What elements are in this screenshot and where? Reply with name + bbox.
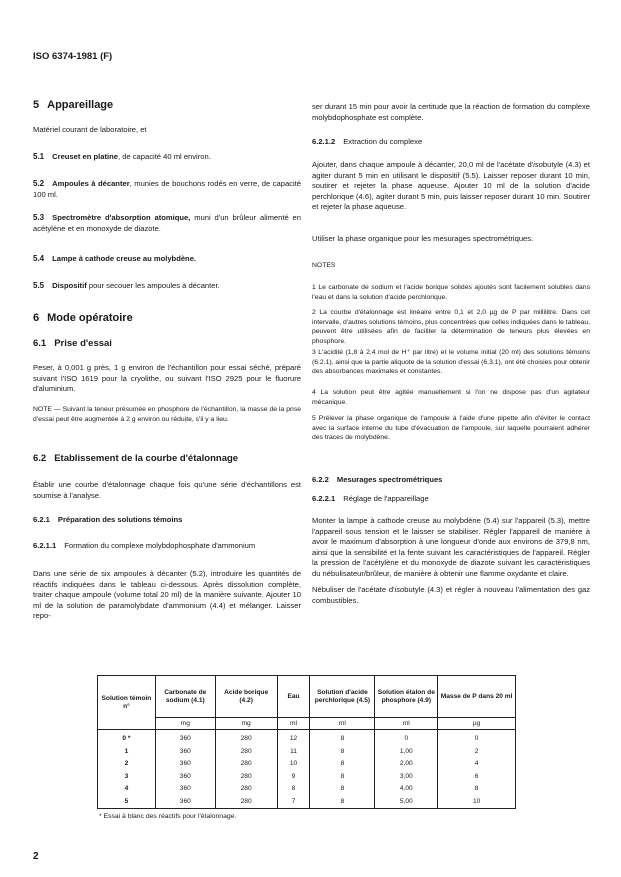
section-6-2-1-2-heading: 6.2.1.2 Extraction du complexe <box>312 137 423 146</box>
table-cell: 280 <box>215 796 277 809</box>
calibration-table <box>97 675 516 809</box>
section-5-intro: Matériel courant de laboratoire, et <box>33 125 147 134</box>
unit-cell: ml <box>277 718 310 730</box>
table-cell: 280 <box>215 771 277 784</box>
note-4: 4 La solution peut être agitée manuellement si l'on ne dispose pas d'un agitateur mécanique. <box>312 389 590 406</box>
continued-text: ser durant 15 min pour avoir la certitude que la réaction de formation du complexe molybdophosphate est complète. <box>312 102 590 122</box>
table-cell: 2 <box>438 746 516 759</box>
table-cell: 8 <box>310 758 375 771</box>
section-6-2-1-2-text2: Utiliser la phase organique pour les mesurages spectrométriques. <box>312 234 534 243</box>
section-6-2-heading: 6.2 Etablissement de la courbe d'étalonnage <box>33 453 239 464</box>
table-cell: 8 <box>277 783 310 796</box>
table-header: Eau <box>277 676 310 718</box>
table-row <box>98 758 516 771</box>
table-header: Solution étalon de phosphore (4.9) <box>375 676 438 718</box>
notes-title: NOTES <box>312 262 336 269</box>
section-5-heading: 5 Appareillage <box>33 99 114 111</box>
section-6-2-1-heading: 6.2.1 Préparation des solutions témoins <box>33 515 183 524</box>
unit-cell: ml <box>375 718 438 730</box>
table-cell: 4 <box>98 783 156 796</box>
table-cell: 360 <box>155 771 215 784</box>
unit-cell: mg <box>215 718 277 730</box>
table-header: Masse de P dans 20 ml <box>438 676 516 718</box>
table-cell: 10 <box>277 758 310 771</box>
table-row <box>98 771 516 784</box>
table-cell: 5,00 <box>375 796 438 809</box>
section-6-1-note: NOTE — Suivant la teneur présumée en phosphore de l'échantillon, la masse de la prise d'essai peut être augmentée à 2 g environ ou réduite, s'il y a lieu. <box>33 406 301 423</box>
table-footnote: * Essai à blanc des réactifs pour l'étalonnage. <box>99 813 237 820</box>
section-6-2-1-1-text: Dans une série de six ampoules à décanter (5.2), introduire les quantités de réactifs indiquées dans le tableau ci-dessous. Après dissolution complète, traiter chaque ampoule (volume total 20 ml) de la manière suivante. Ajouter 10 ml de la solution de paramolybdate d'ammonium (4.4) et mélanger. Laisser repo- <box>33 569 301 621</box>
section-6-2-2-heading: 6.2.2 Mesurages spectrométriques <box>312 475 443 484</box>
table-cell: 10 <box>438 796 516 809</box>
table-header: Acide borique (4.2) <box>215 676 277 718</box>
section-6-2-text: Établir une courbe d'étalonnage chaque fois qu'une série d'échantillons est soumise à l'analyse. <box>33 480 301 500</box>
table-cell: 5 <box>98 796 156 809</box>
table-row <box>98 783 516 796</box>
table-cell: 360 <box>155 730 215 746</box>
unit-cell: ml <box>310 718 375 730</box>
section-5-2: 5.2 Ampoules à décanter, munies de bouchons rodés en verre, de capacité 100 ml. <box>33 179 301 199</box>
table-cell: 8 <box>310 771 375 784</box>
table-row <box>98 746 516 759</box>
table-cell: 280 <box>215 783 277 796</box>
page-number: 2 <box>33 851 39 862</box>
note-2: 2 La courbe d'étalonnage est linéaire entre 0,1 et 2,0 µg de P par millilitre. Dans cet intervalle, d'autres solutions témoins, plus concentrées que celles indiquées dans le tableau, peuvent être utilisées afin de faciliter la détermination de teneurs plus élevées en phosphore. <box>312 309 590 345</box>
section-5-4: 5.4 Lampe à cathode creuse au molybdène. <box>33 254 197 263</box>
table-cell: 0 <box>375 730 438 746</box>
table-cell: 280 <box>215 730 277 746</box>
table-cell: 11 <box>277 746 310 759</box>
table-cell: 9 <box>277 771 310 784</box>
note-3: 3 L'acidité (1,8 à 2,4 mol de H⁺ par litre) et le volume initial (20 ml) des solutions témoins (6.2.1), ainsi que la partie aliquote de la solution d'essai (6.3.1), ont été choisies pour obtenir des absorbances maximales et constantes. <box>312 349 590 376</box>
table-row <box>98 730 516 746</box>
table-cell: 0 * <box>98 730 156 746</box>
table-cell: 4 <box>438 758 516 771</box>
unit-cell: mg <box>155 718 215 730</box>
table-cell: 280 <box>215 746 277 759</box>
table-cell: 360 <box>155 783 215 796</box>
table-header: Solution d'acide perchlorique (4.5) <box>310 676 375 718</box>
table-cell: 1,00 <box>375 746 438 759</box>
table-cell: 12 <box>277 730 310 746</box>
section-6-2-1-1-heading: 6.2.1.1 Formation du complexe molybdophosphate d'ammonium <box>33 541 256 550</box>
section-6-2-1-2-text: Ajouter, dans chaque ampoule à décanter, 20,0 ml de l'acétate d'isobutyle (4.3) et agiter durant 5 min en utilisant le dispositif (5.5). Laisser reposer durant 10 min, soutirer et rejeter la phase aqueuse. Ajouter 10 ml de la solution d'acide perchlorique (4.6), agiter durant 5 min, puis laisser reposer durant 10 min. Soutirer et rejeter la phase aqueuse. <box>312 160 590 212</box>
document-id: ISO 6374-1981 (F) <box>33 51 113 62</box>
table-units-row <box>98 718 516 730</box>
table-cell: 8 <box>310 746 375 759</box>
table-cell: 8 <box>438 783 516 796</box>
table-header-row <box>98 676 516 718</box>
table-cell: 360 <box>155 746 215 759</box>
table-cell: 8 <box>310 730 375 746</box>
note-5: 5 Prélever la phase organique de l'ampoule à l'aide d'une pipette afin d'éviter le contact avec la surface interne du tube d'évacuation de l'ampoule, sur laquelle pourraient adhérer des traces de molybdène. <box>312 415 590 442</box>
table-cell: 1 <box>98 746 156 759</box>
table-cell: 360 <box>155 796 215 809</box>
table-header: Carbonate de sodium (4.1) <box>155 676 215 718</box>
note-1: 1 Le carbonate de sodium et l'acide borique solides ajoutés sont facilement solubles dans l'eau et dans la solution d'acide perchlorique. <box>312 284 590 301</box>
section-5-1: 5.1 Creuset en platine, de capacité 40 ml environ. <box>33 152 211 161</box>
table-cell: 280 <box>215 758 277 771</box>
table-cell: 8 <box>310 783 375 796</box>
section-6-1-heading: 6.1 Prise d'essai <box>33 338 112 349</box>
unit-cell: µg <box>438 718 516 730</box>
section-6-2-2-1-text2: Nébuliser de l'acétate d'isobutyle (4.3) et régler à nouveau l'alimentation des gaz combustibles. <box>312 585 590 605</box>
table-header: Solution témoin n° <box>98 676 156 730</box>
section-6-1-text: Peser, à 0,001 g près, 1 g environ de l'échantillon pour essai séché, préparé suivant l'ISO 1619 pour la cryolithe, ou suivant l'ISO 2925 pour le fluorure d'aluminium. <box>33 363 301 394</box>
table-row <box>98 796 516 809</box>
table-cell: 4,00 <box>375 783 438 796</box>
table-cell: 360 <box>155 758 215 771</box>
section-6-2-2-1-heading: 6.2.2.1 Réglage de l'appareillage <box>312 494 429 503</box>
table-cell: 7 <box>277 796 310 809</box>
table-cell: 6 <box>438 771 516 784</box>
table-cell: 3 <box>98 771 156 784</box>
table-cell: 3,00 <box>375 771 438 784</box>
section-6-heading: 6 Mode opératoire <box>33 312 133 324</box>
table-cell: 2,00 <box>375 758 438 771</box>
table-cell: 0 <box>438 730 516 746</box>
section-6-2-2-1-text: Monter la lampe à cathode creuse au molybdène (5.4) sur l'appareil (5.3), mettre l'appareil sous tension et le laisser se stabiliser. Régler l'appareil de manière à avoir le maximum d'absorption à une longueur d'onde aux environs de 379,8 nm, ainsi que la sensibilité et la fente suivant les caractéristiques de l'appareil. Régler la pression de l'acétylène et du monoxyde de diazote suivant les caractéristiques du nébulisateur/brûleur, de manière à obtenir une flamme oxydante et claire. <box>312 516 590 578</box>
section-5-3: 5.3 Spectromètre d'absorption atomique, muni d'un brûleur alimenté en acétylène et en monoxyde de diazote. <box>33 213 301 233</box>
table-cell: 8 <box>310 796 375 809</box>
section-5-5: 5.5 Dispositif pour secouer les ampoules à décanter. <box>33 281 220 290</box>
table-cell: 2 <box>98 758 156 771</box>
